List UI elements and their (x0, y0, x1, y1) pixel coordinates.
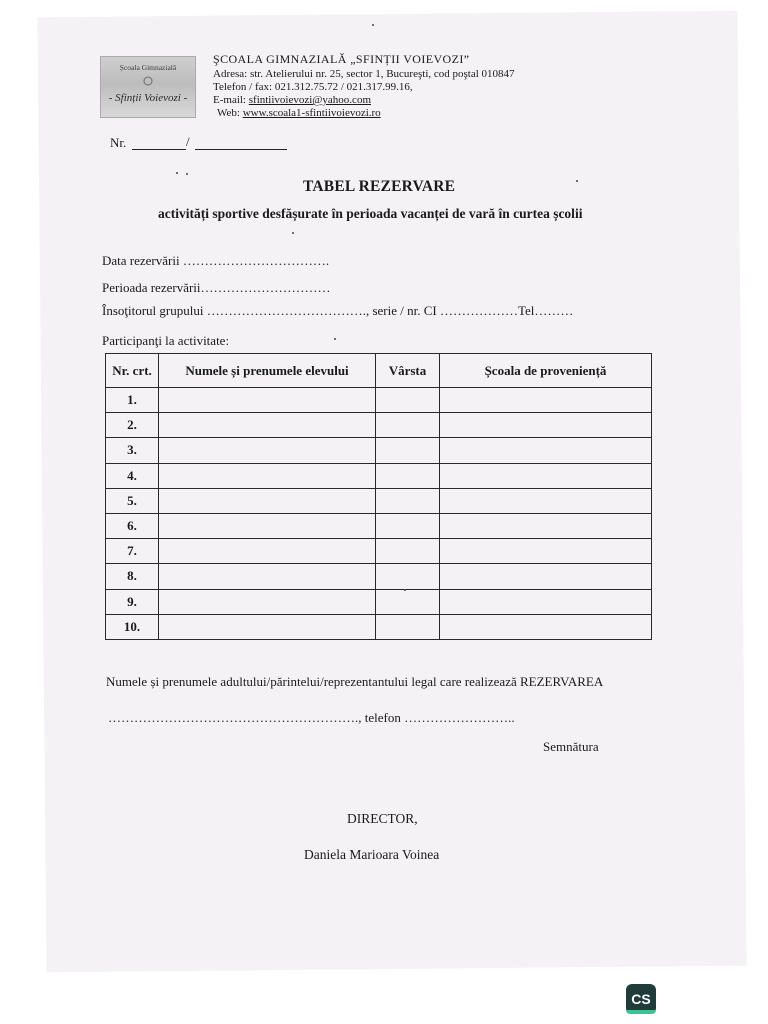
age-cell[interactable] (376, 564, 440, 589)
logo-text-bottom: - Sfinții Voievozi - (108, 92, 188, 104)
director-title: DIRECTOR, (347, 811, 418, 826)
logo-text-top: Școala Gimnazială (119, 63, 177, 72)
student-name-cell[interactable] (159, 589, 376, 614)
scan-speck (292, 232, 294, 234)
student-name-cell[interactable] (159, 614, 376, 639)
scan-speck (576, 180, 578, 182)
column-header-school-origin: Școala de proveniență (440, 354, 652, 388)
email-label: E-mail: (213, 94, 249, 106)
table-row (106, 413, 652, 438)
age-cell[interactable] (376, 539, 440, 564)
school-origin-cell[interactable] (440, 463, 652, 488)
table-row (106, 463, 652, 488)
school-email-line (213, 94, 371, 106)
table-row (106, 438, 652, 463)
director-name: Daniela Marioara Voinea (304, 847, 440, 862)
registration-number-blank[interactable] (132, 149, 186, 150)
school-origin-cell[interactable] (440, 413, 652, 438)
table-row (106, 614, 652, 639)
row-number: 8. (106, 564, 159, 589)
signature-label: Semnătura (543, 739, 599, 754)
school-origin-cell[interactable] (440, 438, 652, 463)
scan-speck (372, 24, 374, 26)
student-name-cell[interactable] (159, 488, 376, 513)
row-number: 5. (106, 488, 159, 513)
email-link[interactable]: sfintiivoievozi@yahoo.com (248, 94, 371, 106)
group-escort-field[interactable]: Însoţitorul grupului ………………………………., serie / nr. CI ………………Tel……… (102, 303, 574, 318)
camscanner-logo: CS (626, 984, 656, 1014)
row-number: 7. (106, 539, 159, 564)
student-name-cell[interactable] (159, 438, 376, 463)
age-cell[interactable] (376, 438, 440, 463)
school-web-line (217, 107, 381, 119)
school-origin-cell[interactable] (440, 488, 652, 513)
school-logo (100, 56, 196, 118)
column-header-nr: Nr. crt. (106, 354, 159, 388)
adult-name-label: Numele și prenumele adultului/părintelui/reprezentantului legal care realizează REZERVAREA (106, 674, 604, 689)
table-row (106, 564, 652, 589)
student-name-cell[interactable] (159, 539, 376, 564)
school-address: Adresa: str. Atelierului nr. 25, sector 1, Bucureşti, cod poştal 010847 (213, 68, 515, 80)
school-origin-cell[interactable] (440, 614, 652, 639)
student-name-cell[interactable] (159, 513, 376, 538)
age-cell[interactable] (376, 513, 440, 538)
scan-speck (404, 589, 406, 591)
school-phone: Telefon / fax: 021.312.75.72 / 021.317.99.16, (213, 81, 413, 93)
participants-table (105, 353, 652, 640)
table-row (106, 513, 652, 538)
column-header-student-name: Numele și prenumele elevului (159, 354, 376, 388)
table-row (106, 488, 652, 513)
age-cell[interactable] (376, 388, 440, 413)
reservation-period-field[interactable]: Perioada rezervării………………………… (102, 280, 331, 295)
registration-date-blank[interactable] (195, 149, 287, 150)
scan-speck (334, 338, 336, 340)
table-row (106, 589, 652, 614)
scan-speck (176, 172, 178, 174)
table-row (106, 539, 652, 564)
row-number: 2. (106, 413, 159, 438)
table-row (106, 388, 652, 413)
adult-name-phone-field[interactable]: …………………………………………………., telefon …………………….. (108, 710, 515, 725)
student-name-cell[interactable] (159, 388, 376, 413)
age-cell[interactable] (376, 413, 440, 438)
row-number: 4. (106, 463, 159, 488)
row-number: 3. (106, 438, 159, 463)
row-number: 1. (106, 388, 159, 413)
row-number: 6. (106, 513, 159, 538)
row-number: 9. (106, 589, 159, 614)
school-origin-cell[interactable] (440, 564, 652, 589)
scan-speck (186, 173, 188, 175)
document-title: TABEL REZERVARE (303, 178, 456, 195)
web-label: Web: (217, 107, 243, 119)
age-cell[interactable] (376, 589, 440, 614)
participants-label: Participanţi la activitate: (102, 333, 230, 348)
school-origin-cell[interactable] (440, 539, 652, 564)
student-name-cell[interactable] (159, 463, 376, 488)
age-cell[interactable] (376, 488, 440, 513)
document-subtitle: activități sportive desfășurate în perioada vacanței de vară în curtea școlii (158, 206, 583, 221)
web-link[interactable]: www.scoala1-sfintiivoievozi.ro (242, 107, 381, 119)
school-origin-cell[interactable] (440, 589, 652, 614)
column-header-age: Vârsta (376, 354, 440, 388)
student-name-cell[interactable] (159, 564, 376, 589)
row-number: 10. (106, 614, 159, 639)
student-name-cell[interactable] (159, 413, 376, 438)
school-origin-cell[interactable] (440, 388, 652, 413)
age-cell[interactable] (376, 614, 440, 639)
reservation-date-field[interactable]: Data rezervării ……………………………. (102, 253, 330, 268)
registration-number-label: Nr. (110, 135, 127, 150)
school-origin-cell[interactable] (440, 513, 652, 538)
school-name: ŞCOALA GIMNAZIALĂ „SFINȚII VOIEVOZI” (213, 52, 470, 66)
table-header-row (106, 354, 652, 388)
age-cell[interactable] (376, 463, 440, 488)
registration-separator: / (186, 134, 190, 149)
